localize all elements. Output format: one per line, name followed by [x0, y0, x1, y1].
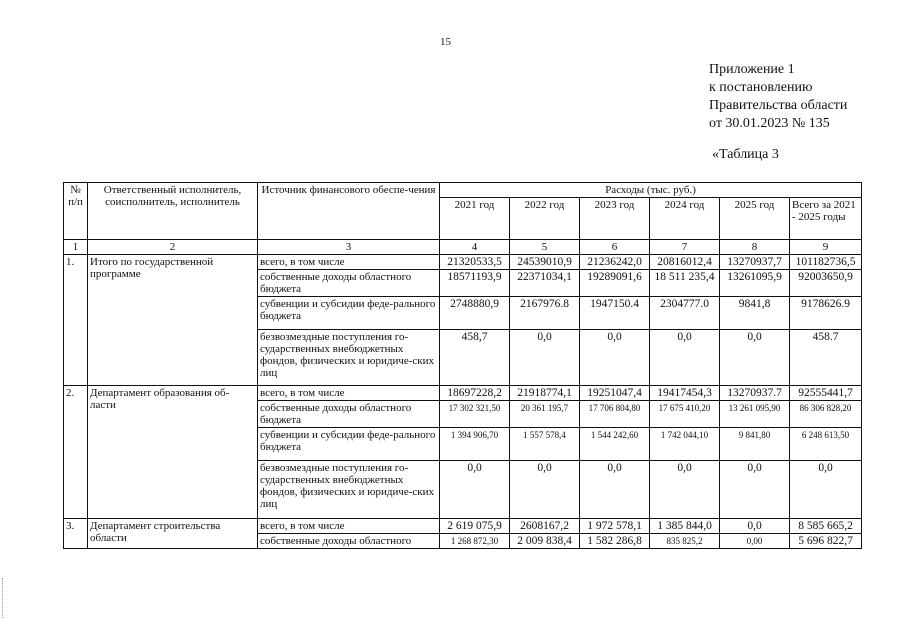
cell-value: 2608167,2	[510, 519, 580, 534]
cell-value: 18697228,2	[440, 386, 510, 401]
cell-value: 8 585 665,2	[790, 519, 862, 534]
col-number: 9	[790, 240, 862, 255]
cell-value: 1 268 872,30	[440, 534, 510, 549]
row-source: собственные доходы областного бюджета	[258, 401, 440, 428]
cell-value: 22371034,1	[510, 270, 580, 297]
cell-value: 0,0	[510, 461, 580, 519]
cell-value: 86 306 828,20	[790, 401, 862, 428]
col-number: 4	[440, 240, 510, 255]
row-source: собственные доходы областного	[258, 534, 440, 549]
cell-value: 2748880,9	[440, 297, 510, 330]
cell-value: 21236242,0	[580, 255, 650, 270]
margin-mark	[2, 578, 7, 618]
row-executor: Департамент образования об-ласти	[88, 386, 258, 519]
table-row	[64, 255, 862, 270]
cell-value: 0,0	[650, 330, 720, 386]
appendix-line: от 30.01.2023 № 135	[709, 116, 830, 131]
cell-value: 0,0	[720, 330, 790, 386]
cell-value: 92003650,9	[790, 270, 862, 297]
cell-value: 2 009 838,4	[510, 534, 580, 549]
table-row	[64, 386, 862, 401]
cell-value: 0,0	[580, 330, 650, 386]
cell-value: 21918774,1	[510, 386, 580, 401]
col-number: 6	[580, 240, 650, 255]
cell-value: 0,0	[580, 461, 650, 519]
appendix-line: Приложение 1	[709, 62, 795, 77]
cell-value: 1 544 242,60	[580, 428, 650, 461]
col-number: 5	[510, 240, 580, 255]
cell-value: 13270937.7	[720, 386, 790, 401]
col-number: 1	[64, 240, 88, 255]
header-executor: Ответственный исполнитель, соисполнитель, исполнитель	[88, 183, 258, 240]
cell-value: 1 582 286,8	[580, 534, 650, 549]
cell-value: 0,0	[720, 461, 790, 519]
row-source: безвозмездные поступления го-сударственных внебюджетных фондов, физических и юридиче-ских лиц	[258, 330, 440, 386]
cell-value: 1 972 578,1	[580, 519, 650, 534]
cell-value: 1 394 906,70	[440, 428, 510, 461]
cell-value: 24539010,9	[510, 255, 580, 270]
cell-value: 17 302 321,50	[440, 401, 510, 428]
cell-value: 1 557 578,4	[510, 428, 580, 461]
header-year: 2021 год	[440, 198, 510, 240]
row-source: субвенции и субсидии феде-рального бюджета	[258, 297, 440, 330]
row-num: 2.	[64, 386, 88, 519]
cell-value: 92555441,7	[790, 386, 862, 401]
cell-value: 2 619 075,9	[440, 519, 510, 534]
table-label: «Таблица 3	[712, 147, 779, 162]
cell-value: 458,7	[440, 330, 510, 386]
cell-value: 0,0	[440, 461, 510, 519]
cell-value: 19289091,6	[580, 270, 650, 297]
page-number: 15	[440, 36, 451, 48]
col-number: 3	[258, 240, 440, 255]
col-number: 2	[88, 240, 258, 255]
cell-value: 18 511 235,4	[650, 270, 720, 297]
header-year: 2024 год	[650, 198, 720, 240]
appendix-block	[709, 61, 847, 133]
header-year: 2022 год	[510, 198, 580, 240]
cell-value: 18571193,9	[440, 270, 510, 297]
cell-value: 17 706 804,80	[580, 401, 650, 428]
col-number: 8	[720, 240, 790, 255]
row-source: всего, в том числе	[258, 255, 440, 270]
row-source: субвенции и субсидии феде-рального бюджета	[258, 428, 440, 461]
cell-value: 1 385 844,0	[650, 519, 720, 534]
row-executor: Итого по государственной программе	[88, 255, 258, 386]
cell-value: 0,00	[720, 534, 790, 549]
cell-value: 9 841,80	[720, 428, 790, 461]
cell-value: 1947150.4	[580, 297, 650, 330]
header-num: № п/п	[64, 183, 88, 240]
cell-value: 20 361 195,7	[510, 401, 580, 428]
cell-value: 19417454,3	[650, 386, 720, 401]
cell-value: 2304777.0	[650, 297, 720, 330]
row-source: собственные доходы областного бюджета	[258, 270, 440, 297]
cell-value: 13 261 095,90	[720, 401, 790, 428]
row-source: всего, в том числе	[258, 519, 440, 534]
cell-value: 835 825,2	[650, 534, 720, 549]
cell-value: 5 696 822,7	[790, 534, 862, 549]
row-num: 3.	[64, 519, 88, 549]
cell-value: 20816012,4	[650, 255, 720, 270]
cell-value: 0,0	[720, 519, 790, 534]
cell-value: 6 248 613,50	[790, 428, 862, 461]
row-num: 1.	[64, 255, 88, 386]
row-executor: Департамент строительства области	[88, 519, 258, 549]
budget-table	[63, 182, 862, 549]
cell-value: 17 675 410,20	[650, 401, 720, 428]
header-source: Источник финансового обеспе-чения	[258, 183, 440, 240]
appendix-line: к постановлению	[709, 80, 813, 95]
col-number: 7	[650, 240, 720, 255]
cell-value: 13261095,9	[720, 270, 790, 297]
cell-value: 9841,8	[720, 297, 790, 330]
cell-value: 19251047,4	[580, 386, 650, 401]
cell-value: 13270937,7	[720, 255, 790, 270]
cell-value: 21320533,5	[440, 255, 510, 270]
header-year: 2025 год	[720, 198, 790, 240]
cell-value: 1 742 044,10	[650, 428, 720, 461]
cell-value: 0,0	[510, 330, 580, 386]
cell-value: 0,0	[790, 461, 862, 519]
cell-value: 458.7	[790, 330, 862, 386]
row-source: безвозмездные поступления го-сударственных внебюджетных фондов, физических и юридиче-ских лиц	[258, 461, 440, 519]
header-expenses: Расходы (тыс. руб.)	[440, 183, 862, 198]
row-source: всего, в том числе	[258, 386, 440, 401]
header-year: 2023 год	[580, 198, 650, 240]
table-row	[64, 519, 862, 534]
appendix-line: Правительства области	[709, 98, 848, 113]
cell-value: 2167976.8	[510, 297, 580, 330]
cell-value: 101182736,5	[790, 255, 862, 270]
cell-value: 9178626.9	[790, 297, 862, 330]
header-total: Всего за 2021 - 2025 годы	[790, 198, 862, 240]
cell-value: 0,0	[650, 461, 720, 519]
